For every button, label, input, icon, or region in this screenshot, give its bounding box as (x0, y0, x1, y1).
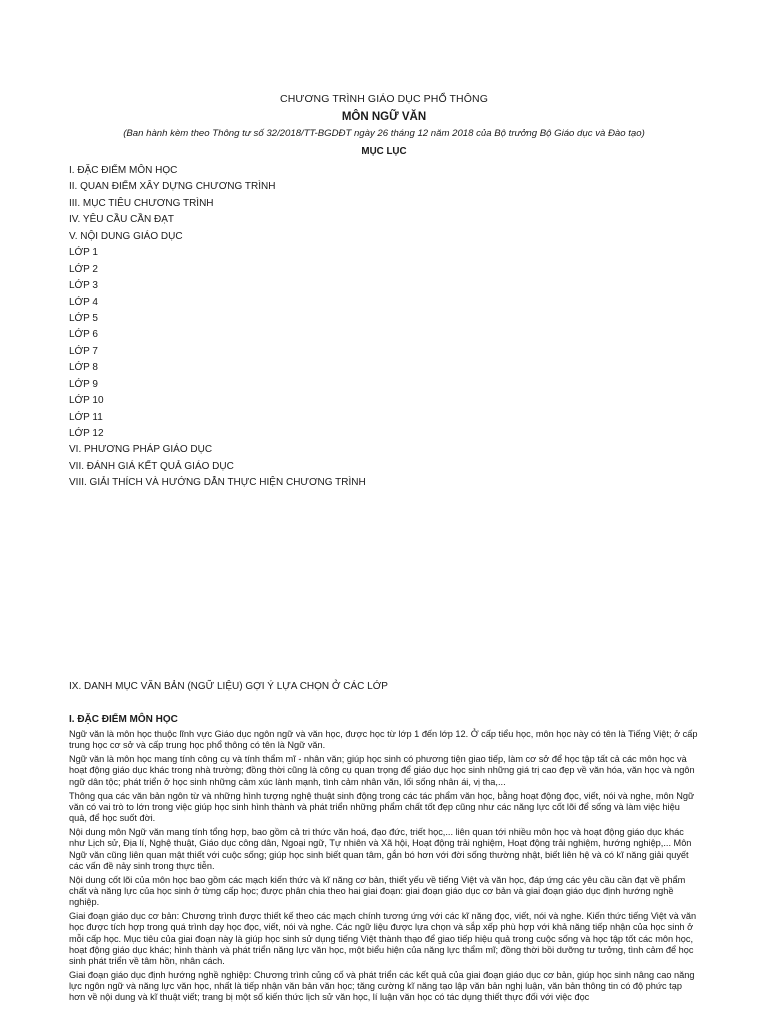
toc-item[interactable]: LỚP 6 (69, 329, 98, 341)
toc-item[interactable]: LỚP 1 (69, 247, 98, 259)
toc-heading: MỤC LỤC (361, 146, 407, 157)
body-paragraph: Nội dung môn Ngữ văn mang tính tổng hợp, bao gồm cả tri thức văn hoá, đạo đức, triết học,... liên quan tới nhiều môn học và hoạt động giáo dục khác như Lịch sử, Địa lí, Nghệ thuật, Giáo dục công dân, Ngoại ngữ, Tự nhiên và Xã hội, Hoạt động trải nghiệm, Hoạt động trải nghiệm, hướng nghiệp,... Môn Ngữ văn cũng liên quan mật thiết với cuộc sống; giúp học sinh biết quan tâm, gắn bó hơn với đời sống thường nhật, biết liên hệ và có kĩ năng giải quyết các vấn đề nảy sinh trong thực tiễn. (69, 827, 692, 871)
toc-item[interactable]: LỚP 9 (69, 378, 98, 390)
toc-item-appendix[interactable]: IX. DANH MỤC VĂN BẢN (NGỮ LIỆU) GỢI Ý LỰA CHỌN Ở CÁC LỚP (69, 681, 388, 692)
toc-item[interactable]: LỚP 12 (69, 428, 104, 439)
toc-item[interactable]: LỚP 7 (69, 345, 98, 357)
toc-item[interactable]: II. QUAN ĐIỂM XÂY DỰNG CHƯƠNG TRÌNH (69, 181, 276, 193)
body-paragraph: Thông qua các văn bản ngôn từ và những hình tượng nghệ thuật sinh động trong các tác phẩm văn học, bằng hoạt động đọc, viết, nói và nghe, môn Ngữ văn có vai trò to lớn trong việc giúp học sinh hình thành và phát triển những phẩm chất tốt đẹp cũng như các năng lực cốt lõi để sống và làm việc hiệu quả, để học suốt đời. (69, 790, 695, 824)
document-header (0, 93, 768, 158)
toc-item[interactable]: IV. YÊU CẦU CẦN ĐẠT (69, 214, 175, 226)
toc-item[interactable]: V. NỘI DUNG GIÁO DỤC (69, 230, 183, 242)
toc-item[interactable]: LỚP 2 (69, 263, 98, 275)
section-subject-characteristics (69, 713, 699, 1006)
body-paragraph: Giai đoạn giáo dục định hướng nghề nghiệp: Chương trình củng cố và phát triển các kết quả của giai đoạn giáo dục cơ bản, giúp học sinh nâng cao năng lực ngôn ngữ và năng lực văn học, nhất là tiếp nhận văn bản văn học; tăng cường kĩ năng tạo lập văn bản nghị luận, văn bản thông tin có độ phức tạp hơn về nội dung và kĩ thuật viết; trang bị một số kiến thức lịch sử văn học, lí luận văn học có tác dụng thiết thực đối với việc đọc (69, 970, 695, 1003)
toc-item[interactable]: VIII. GIẢI THÍCH VÀ HƯỚNG DẪN THỰC HIỆN CHƯƠNG TRÌNH (69, 477, 366, 489)
program-title: CHƯƠNG TRÌNH GIÁO DỤC PHỔ THÔNG (280, 93, 488, 105)
toc-item[interactable]: LỚP 3 (69, 280, 98, 292)
toc-item[interactable]: LỚP 11 (69, 411, 103, 423)
toc-item[interactable]: LỚP 5 (69, 312, 98, 324)
toc-item[interactable]: LỚP 4 (69, 296, 98, 308)
toc-item[interactable]: VI. PHƯƠNG PHÁP GIÁO DỤC (69, 444, 213, 456)
table-of-contents (69, 163, 366, 492)
issued-note: (Ban hành kèm theo Thông tư số 32/2018/TT-BGDĐT ngày 26 tháng 12 năm 2018 của Bộ trưởng Bộ Giáo dục và Đào tạo) (123, 128, 645, 139)
toc-item[interactable]: LỚP 8 (69, 362, 98, 374)
toc-item[interactable]: VII. ĐÁNH GIÁ KẾT QUẢ GIÁO DỤC (69, 460, 234, 472)
toc-item[interactable]: III. MỤC TIÊU CHƯƠNG TRÌNH (69, 197, 214, 209)
body-paragraph: Ngữ văn là môn học mang tính công cụ và tính thẩm mĩ - nhân văn; giúp học sinh có phương tiện giao tiếp, làm cơ sở để học tập tất cả các môn học và hoạt động giáo dục khác trong nhà trường; đồng thời cũng là công cụ quan trọng để giáo dục học sinh những giá trị cao đẹp về văn hóa, văn học và ngôn ngữ dân tộc; phát triển ở học sinh những cảm xúc lành mạnh, tình cảm nhân văn, lối sống nhân ái, vị tha,... (69, 754, 695, 787)
section-heading: I. ĐẶC ĐIỂM MÔN HỌC (69, 714, 178, 725)
subject-title: MÔN NGỮ VĂN (341, 111, 427, 123)
body-paragraph: Ngữ văn là môn học thuộc lĩnh vực Giáo dục ngôn ngữ và văn học, được học từ lớp 1 đến lớp 12. Ở cấp tiểu học, môn học này có tên là Tiếng Việt; ở cấp trung học cơ sở và cấp trung học phổ thông có tên là Ngữ văn. (69, 729, 698, 751)
body-paragraph: Nội dung cốt lõi của môn học bao gồm các mạch kiến thức và kĩ năng cơ bản, thiết yếu về tiếng Việt và văn học, đáp ứng các yêu cầu cần đạt về phẩm chất và năng lực của học sinh ở từng cấp học; được phân chia theo hai giai đoạn: giai đoạn giáo dục cơ bản và giai đoạn giáo dục định hướng nghề nghiệp. (69, 874, 686, 908)
body-paragraph: Giai đoạn giáo dục cơ bản: Chương trình được thiết kế theo các mạch chính tương ứng với các kĩ năng đọc, viết, nói và nghe. Kiến thức tiếng Việt và văn học được tích hợp trong quá trình dạy học đọc, viết, nói và nghe. Các ngữ liệu được lựa chọn và sắp xếp phù hợp với khả năng tiếp nhận của học sinh ở mỗi cấp học. Mục tiêu của giai đoạn này là giúp học sinh sử dụng tiếng Việt thành thạo để giao tiếp hiệu quả trong cuộc sống và học tập tốt các môn học, hoạt động giáo dục khác; hình thành và phát triển năng lực văn học, một biểu hiện của năng lực thẩm mĩ; đồng thời bồi dưỡng tư tưởng, tình cảm để học sinh phát triển về tâm hồn, nhân cách. (69, 911, 697, 966)
toc-item[interactable]: I. ĐẶC ĐIỂM MÔN HỌC (69, 165, 178, 176)
toc-item[interactable]: LỚP 10 (69, 395, 104, 407)
